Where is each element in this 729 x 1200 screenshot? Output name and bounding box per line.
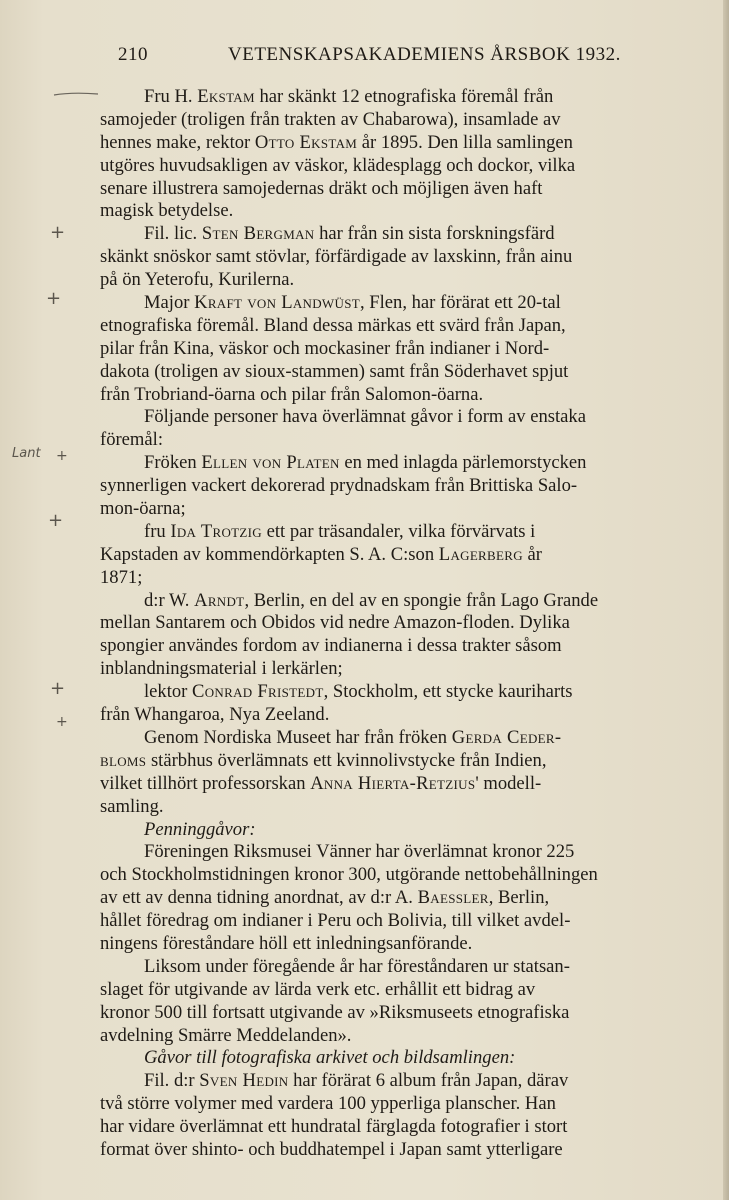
running-header [118, 44, 621, 72]
margin-tick-4: + [48, 510, 64, 531]
name-small-caps: Baessler [417, 887, 489, 909]
margin-tick-2: + [46, 288, 62, 309]
text-line [100, 933, 704, 956]
text-run: Fil. lic. [144, 223, 202, 245]
text-run: ett par träsandaler, vilka förvärvats i [261, 520, 536, 542]
text-line [100, 544, 704, 567]
text-run: mellan Santarem och Obidos vid nedre Amazon-floden. Dylika [100, 612, 570, 634]
body-text [100, 86, 704, 1162]
text-run: magisk betydelse. [100, 200, 234, 222]
text-line [100, 521, 704, 544]
text-line [100, 864, 704, 887]
text-line [100, 338, 704, 361]
text-line [100, 269, 704, 292]
name-small-caps: Lagerberg [438, 543, 523, 565]
name-small-caps: Arndt [194, 589, 245, 611]
text-run: Föreningen Riksmusei Vänner har överlämnat kronor 225 [144, 841, 575, 863]
text-line [100, 1116, 704, 1139]
page-number: 210 [118, 44, 148, 65]
text-run: har från sin sista forskningsfärd [314, 223, 555, 245]
text-run: av ett av denna tidning anordnat, av d:r A. [100, 887, 418, 909]
text-line [100, 750, 704, 773]
text-line [100, 1139, 704, 1162]
text-line [100, 1070, 704, 1093]
text-run: på ön Yeterofu, Kurilerna. [100, 269, 295, 291]
text-line [100, 429, 704, 452]
text-line [100, 246, 704, 269]
margin-handwritten-note: Lant [12, 446, 41, 461]
section-heading-italic: Gåvor till fotografiska arkivet och bildsamlingen: [144, 1047, 516, 1069]
text-run: , Flen, har förärat ett 20-tal [359, 292, 561, 314]
margin-tick-5: + [50, 678, 66, 699]
margin-tick-3: + [56, 448, 68, 464]
section-heading-italic: Penninggåvor: [144, 818, 256, 840]
text-line [100, 498, 704, 521]
text-line [100, 590, 704, 613]
name-small-caps: Conrad Fristedt [192, 681, 324, 703]
text-run: spongier användes fordom av indianerna i dessa trakter såsom [100, 635, 562, 657]
text-line [100, 1047, 704, 1070]
text-run: samojeder (troligen från trakten av Chabarowa), insamlade av [100, 108, 561, 130]
margin-tick-1: + [50, 222, 66, 243]
text-line [100, 292, 704, 315]
text-line [100, 384, 704, 407]
text-run: , Stockholm, ett stycke kauriharts [323, 681, 573, 703]
margin-tick-6: + [56, 714, 68, 730]
text-run: hennes make, rektor [100, 131, 255, 153]
text-line [100, 315, 704, 338]
text-run: och Stockholmstidningen kronor 300, utgörande nettobehållningen [100, 864, 598, 886]
name-small-caps: Ida Trotzig [170, 520, 262, 542]
text-line [100, 1002, 704, 1025]
text-line [100, 727, 704, 750]
text-run: år [522, 543, 542, 565]
name-small-caps: Ellen von Platen [201, 452, 340, 474]
text-run: år 1895. Den lilla samlingen [357, 131, 573, 153]
text-run: slaget för utgivande av lärda verk etc. erhållit ett bidrag av [100, 978, 536, 1000]
text-run: en med inlagda pärlemorstycken [339, 452, 587, 474]
text-run: , Berlin, [488, 887, 550, 909]
text-run: skänkt snöskor samt stövlar, förfärdigade av laxskinn, från ainu [100, 246, 573, 268]
text-run: Fru H. [144, 86, 198, 107]
text-line [100, 887, 704, 910]
text-run: två större volymer med vardera 100 ypperliga planscher. Han [100, 1093, 556, 1115]
text-run: , Berlin, en del av en spongie från Lago Grande [244, 589, 599, 611]
text-run: kronor 500 till fortsatt utgivande av »Riksmuseets etnografiska [100, 1001, 570, 1023]
text-run: Fröken [144, 452, 202, 474]
text-line [100, 200, 704, 223]
text-run: Följande personer hava överlämnat gåvor i form av enstaka [144, 406, 586, 428]
text-run: Liksom under föregående år har föreståndaren ur statsan- [144, 955, 570, 977]
name-small-caps: Gerda Ceder- [451, 726, 562, 748]
page-edge [723, 0, 729, 1200]
text-run: från Whangaroa, Nya Zeeland. [100, 704, 330, 726]
text-line [100, 658, 704, 681]
text-run: ningens föreståndare höll ett inledningsanförande. [100, 932, 473, 954]
text-run: lektor [144, 681, 193, 703]
text-line [100, 223, 704, 246]
text-run: samling. [100, 795, 164, 817]
text-line [100, 1093, 704, 1116]
name-small-caps: Ekstam [197, 86, 255, 107]
text-run: Genom Nordiska Museet har från fröken [144, 726, 452, 748]
text-run: pilar från Kina, väskor och mockasiner från indianer i Nord- [100, 337, 550, 359]
text-run: har skänkt 12 etnografiska föremål från [254, 86, 554, 107]
text-run: mon-öarna; [100, 498, 186, 520]
text-line [100, 704, 704, 727]
text-run: Fil. d:r [144, 1070, 200, 1092]
text-run: etnografiska föremål. Bland dessa märkas ett svärd från Japan, [100, 314, 566, 336]
text-run: har förärat 6 album från Japan, därav [288, 1070, 569, 1092]
text-line [100, 178, 704, 201]
text-line [100, 155, 704, 178]
text-run: föremål: [100, 429, 163, 451]
text-run: avdelning Smärre Meddelanden». [100, 1024, 352, 1046]
text-line [100, 635, 704, 658]
name-small-caps: Anna Hierta-Retzius [310, 772, 476, 794]
text-run: 1871; [100, 566, 143, 588]
text-line [100, 819, 704, 842]
text-line [100, 773, 704, 796]
name-small-caps: bloms [100, 749, 147, 771]
text-line [100, 681, 704, 704]
text-run: synnerligen vackert dekorerad prydnadskam från Brittiska Salo- [100, 475, 578, 497]
text-run: inblandningsmaterial i lerkärlen; [100, 658, 343, 680]
margin-dash-mark [52, 88, 102, 100]
text-run: senare illustrera samojedernas dräkt och möjligen även haft [100, 177, 543, 199]
text-line [100, 956, 704, 979]
text-line [100, 910, 704, 933]
text-line [100, 406, 704, 429]
text-run: d:r W. [144, 589, 195, 611]
text-run: fru [144, 520, 171, 542]
running-title: VETENSKAPSAKADEMIENS ÅRSBOK 1932. [228, 44, 621, 65]
text-line [100, 86, 704, 109]
text-line [100, 796, 704, 819]
text-line [100, 979, 704, 1002]
text-line [100, 567, 704, 590]
text-line [100, 361, 704, 384]
text-line [100, 1025, 704, 1048]
name-small-caps: Sten Bergman [201, 223, 315, 245]
text-run: stärbhus överlämnats ett kvinnolivstycke från Indien, [146, 749, 547, 771]
name-small-caps: Otto Ekstam [254, 131, 358, 153]
text-line [100, 612, 704, 635]
text-run: har vidare överlämnat ett hundratal färglagda fotografier i stort [100, 1116, 568, 1138]
text-line [100, 132, 704, 155]
text-run: ' modell- [475, 772, 542, 794]
text-run: från Trobriand-öarna och pilar från Salomon-öarna. [100, 383, 484, 405]
text-run: utgöres huvudsakligen av väskor, klädesplagg och dockor, vilka [100, 154, 576, 176]
name-small-caps: Kraft von Landwüst [194, 292, 360, 314]
text-run: vilket tillhört professorskan [100, 772, 311, 794]
text-line [100, 475, 704, 498]
name-small-caps: Sven Hedin [199, 1070, 289, 1092]
text-run: format över shinto- och buddhatempel i Japan samt ytterligare [100, 1138, 563, 1160]
text-run: hållet föredrag om indianer i Peru och Bolivia, till vilket avdel- [100, 910, 571, 932]
text-line [100, 452, 704, 475]
text-run: dakota (troligen av sioux-stammen) samt från Söderhavet spjut [100, 360, 569, 382]
text-line [100, 841, 704, 864]
text-run: Kapstaden av kommendörkapten S. A. C:son [100, 543, 439, 565]
text-line [100, 109, 704, 132]
text-run: Major [144, 292, 195, 314]
